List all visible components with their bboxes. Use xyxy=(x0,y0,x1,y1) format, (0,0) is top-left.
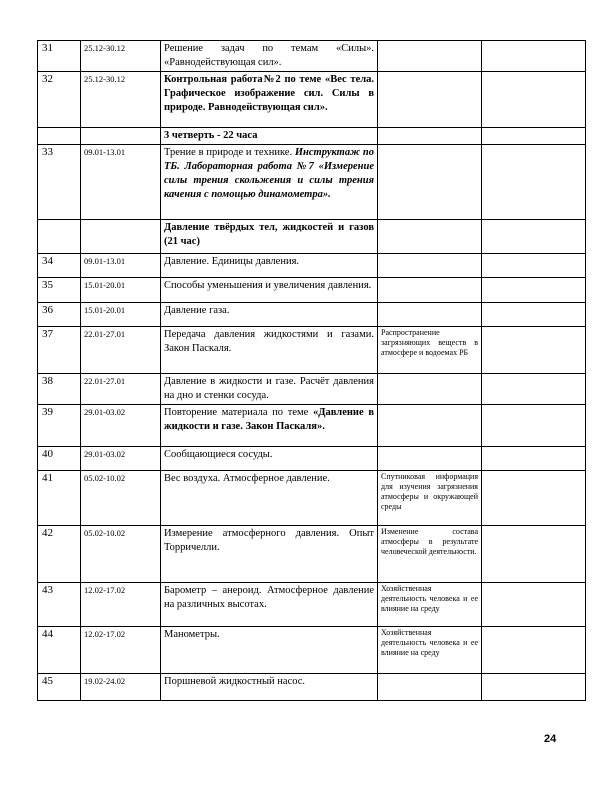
topic-text: Давление газа. xyxy=(164,305,230,316)
lesson-topic xyxy=(161,145,378,220)
table-row xyxy=(38,72,586,128)
lesson-number: 45 xyxy=(38,674,81,701)
table-row xyxy=(38,526,586,583)
lesson-date: 29.01-03.02 xyxy=(81,447,161,471)
eco-note xyxy=(378,145,482,220)
table-row xyxy=(38,674,586,701)
lesson-topic xyxy=(161,41,378,72)
lesson-topic xyxy=(161,405,378,447)
topic-text: Повторение материала по теме xyxy=(164,407,314,418)
empty-cell xyxy=(482,627,586,674)
eco-note: Распространение загрязняющих веществ в атмосфере и водоемах РБ xyxy=(378,327,482,374)
table-row xyxy=(38,374,586,405)
empty-cell xyxy=(482,72,586,128)
eco-note xyxy=(378,405,482,447)
section-header-row xyxy=(38,220,586,254)
lesson-topic xyxy=(161,254,378,278)
lesson-date xyxy=(81,128,161,145)
empty-cell xyxy=(482,303,586,327)
lesson-topic xyxy=(161,303,378,327)
empty-cell xyxy=(482,128,586,145)
lesson-number: 41 xyxy=(38,471,81,526)
eco-note xyxy=(378,374,482,405)
eco-note xyxy=(378,303,482,327)
lesson-number: 42 xyxy=(38,526,81,583)
lesson-date xyxy=(81,220,161,254)
table-row xyxy=(38,405,586,447)
lesson-date: 09.01-13.01 xyxy=(81,254,161,278)
lesson-number: 44 xyxy=(38,627,81,674)
lesson-date: 15.01-20.01 xyxy=(81,303,161,327)
table-row xyxy=(38,327,586,374)
lesson-topic xyxy=(161,471,378,526)
empty-cell xyxy=(482,471,586,526)
lesson-date: 05.02-10.02 xyxy=(81,526,161,583)
lesson-topic xyxy=(161,278,378,303)
table-row xyxy=(38,254,586,278)
lesson-date: 22.01-27.01 xyxy=(81,374,161,405)
eco-note xyxy=(378,254,482,278)
topic-text: Передача давления жидкостями и газами. Закон Паскаля. xyxy=(164,329,374,354)
empty-cell xyxy=(482,447,586,471)
topic-text: Давление. Единицы давления. xyxy=(164,256,300,267)
lesson-date: 25.12-30.12 xyxy=(81,41,161,72)
eco-note: Хозяйственная деятельность человека и ее влияние на среду xyxy=(378,627,482,674)
table-row xyxy=(38,627,586,674)
topic-text: Решение задач по темам «Силы». «Равнодействующая сил». xyxy=(164,43,374,68)
empty-cell xyxy=(482,278,586,303)
topic-text: Поршневой жидкостный насос. xyxy=(164,676,306,687)
lesson-number: 40 xyxy=(38,447,81,471)
lesson-topic xyxy=(161,627,378,674)
topic-text: Давление твёрдых тел, жидкостей и газов (21 час) xyxy=(164,222,374,247)
topic-text: Сообщающиеся сосуды. xyxy=(164,449,273,460)
eco-note xyxy=(378,278,482,303)
table-row xyxy=(38,278,586,303)
empty-cell xyxy=(482,220,586,254)
lesson-topic xyxy=(161,220,378,254)
empty-cell xyxy=(482,374,586,405)
table-body xyxy=(38,41,586,701)
lesson-number: 32 xyxy=(38,72,81,128)
lesson-date: 05.02-10.02 xyxy=(81,471,161,526)
lesson-date: 19.02-24.02 xyxy=(81,674,161,701)
lesson-number: 33 xyxy=(38,145,81,220)
topic-text: Барометр – анероид. Атмосферное давление на различных высотах. xyxy=(164,585,374,610)
topic-text: 3 четверть - 22 часа xyxy=(164,130,258,141)
empty-cell xyxy=(482,327,586,374)
table-row xyxy=(38,471,586,526)
lesson-number: 35 xyxy=(38,278,81,303)
lesson-date: 25.12-30.12 xyxy=(81,72,161,128)
empty-cell xyxy=(482,583,586,627)
eco-note xyxy=(378,72,482,128)
eco-note: Спутниковая информация для изучения загрязнения атмосферы и окружающей среды xyxy=(378,471,482,526)
lesson-plan-table xyxy=(37,40,586,701)
topic-text: Давление в жидкости и газе. Расчёт давления на дно и стенки сосуда. xyxy=(164,376,374,401)
lesson-topic xyxy=(161,447,378,471)
topic-text: «Давление в жидкости и газе. Закон Паскаля». xyxy=(164,407,374,432)
empty-cell xyxy=(482,674,586,701)
table-row xyxy=(38,583,586,627)
lesson-number: 43 xyxy=(38,583,81,627)
topic-text: Измерение атмосферного давления. Опыт Торричелли. xyxy=(164,528,374,553)
lesson-date: 09.01-13.01 xyxy=(81,145,161,220)
eco-note: Изменение состава атмосферы в результате человеческой деятельности. xyxy=(378,526,482,583)
section-header-row xyxy=(38,128,586,145)
eco-note xyxy=(378,447,482,471)
lesson-topic xyxy=(161,526,378,583)
lesson-date: 12.02-17.02 xyxy=(81,583,161,627)
lesson-topic xyxy=(161,583,378,627)
lesson-number: 36 xyxy=(38,303,81,327)
empty-cell xyxy=(482,41,586,72)
lesson-topic xyxy=(161,374,378,405)
empty-cell xyxy=(482,405,586,447)
lesson-topic xyxy=(161,72,378,128)
lesson-date: 29.01-03.02 xyxy=(81,405,161,447)
topic-text: Способы уменьшения и увеличения давления. xyxy=(164,280,372,291)
eco-note xyxy=(378,128,482,145)
lesson-number: 37 xyxy=(38,327,81,374)
topic-text: Вес воздуха. Атмосферное давление. xyxy=(164,473,330,484)
lesson-number xyxy=(38,128,81,145)
table-row xyxy=(38,41,586,72)
eco-note: Хозяйственная деятельность человека и ее влияние на среду xyxy=(378,583,482,627)
lesson-number: 38 xyxy=(38,374,81,405)
empty-cell xyxy=(482,145,586,220)
eco-note xyxy=(378,41,482,72)
table-row xyxy=(38,303,586,327)
eco-note xyxy=(378,220,482,254)
lesson-date: 15.01-20.01 xyxy=(81,278,161,303)
page-number: 24 xyxy=(544,733,557,745)
lesson-number: 39 xyxy=(38,405,81,447)
lesson-number: 34 xyxy=(38,254,81,278)
topic-text: Инструктаж по ТБ. Лабораторная работа №7 «Измерение силы трения скольжения и силы трения качения с помощью динамометра». xyxy=(164,147,374,200)
lesson-topic xyxy=(161,674,378,701)
empty-cell xyxy=(482,254,586,278)
topic-text: Манометры. xyxy=(164,629,220,640)
lesson-topic xyxy=(161,327,378,374)
topic-text: Контрольная работа№2 по теме «Вес тела. Графическое изображение сил. Силы в природе. Равнодействующая сил». xyxy=(164,74,374,113)
eco-note xyxy=(378,674,482,701)
lesson-number: 31 xyxy=(38,41,81,72)
lesson-number xyxy=(38,220,81,254)
lesson-topic xyxy=(161,128,378,145)
table-row xyxy=(38,145,586,220)
lesson-date: 12.02-17.02 xyxy=(81,627,161,674)
topic-text: Трение в природе и технике. xyxy=(164,147,295,158)
table-row xyxy=(38,447,586,471)
empty-cell xyxy=(482,526,586,583)
lesson-date: 22.01-27.01 xyxy=(81,327,161,374)
